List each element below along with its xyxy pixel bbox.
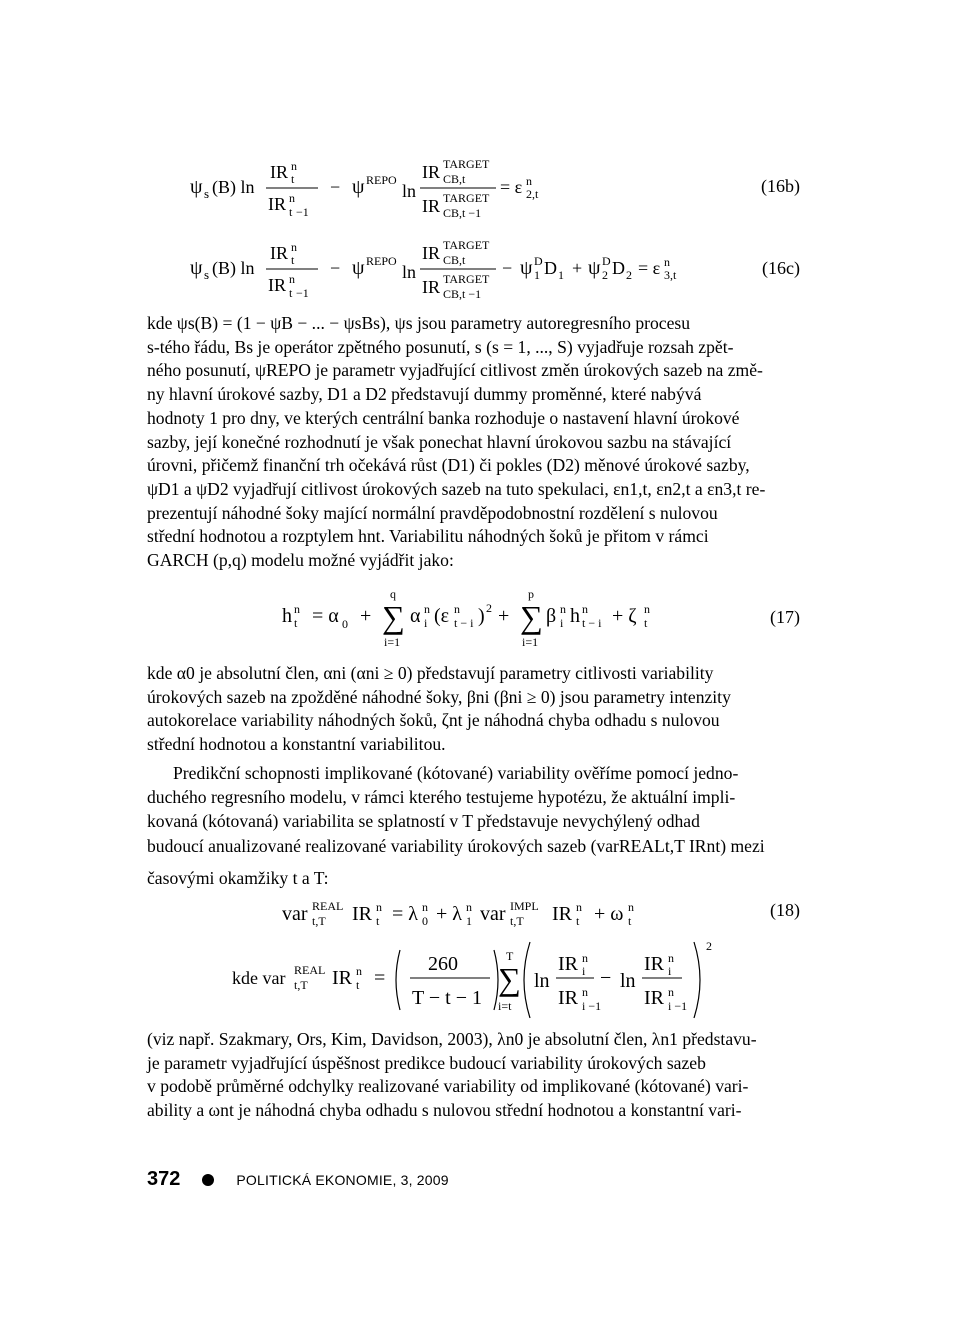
svg-text:i: i <box>560 616 564 630</box>
svg-text:n: n <box>291 159 297 173</box>
text-line: kde α0 je absolutní člen, αni (αni ≥ 0) představují parametry citlivosti variability <box>147 663 714 683</box>
svg-text:3,t: 3,t <box>664 268 677 282</box>
svg-text:var: var <box>480 903 506 925</box>
svg-text:t: t <box>376 914 380 928</box>
svg-text:n: n <box>668 985 674 999</box>
svg-text:t: t <box>628 914 632 928</box>
svg-text:REPO: REPO <box>366 173 397 187</box>
svg-text:+ ζ: + ζ <box>612 605 637 627</box>
svg-text:D: D <box>612 258 625 278</box>
svg-text:i: i <box>668 964 672 978</box>
equation-realized-variance-text <box>0 0 1 1</box>
svg-text:n: n <box>582 602 588 616</box>
svg-text:D: D <box>534 254 543 268</box>
svg-text:∑: ∑ <box>382 599 405 635</box>
svg-text:β: β <box>546 605 557 627</box>
svg-text:var: var <box>282 903 308 925</box>
svg-text:ψ: ψ <box>190 257 203 279</box>
text-line: s-tého řádu, Bs je operátor zpětného posunutí, s (s = 1, ..., S) vyjadřuje rozsah zpět- <box>147 336 734 357</box>
svg-text:= α: = α <box>312 605 339 627</box>
svg-text:= ε: = ε <box>638 258 661 278</box>
svg-text:REAL: REAL <box>312 899 344 913</box>
svg-text:D: D <box>602 254 611 268</box>
svg-text:0: 0 <box>342 617 348 631</box>
svg-text:n: n <box>628 900 634 914</box>
svg-text:CB,t −1: CB,t −1 <box>443 287 482 301</box>
svg-text:+ λ: + λ <box>436 903 462 925</box>
equation-realized-variance <box>232 932 732 1024</box>
text-line: budoucí anualizované realizované variability úrokových sazeb (varREALt,T IRnt) mezi <box>147 836 765 857</box>
svg-text:1: 1 <box>558 268 564 282</box>
svg-text:2,t: 2,t <box>526 187 539 201</box>
svg-text:ln: ln <box>402 262 417 282</box>
paragraph-3 <box>147 762 799 786</box>
svg-text:t: t <box>576 914 580 928</box>
text-line: střední hodnotou a rozptylem hnt. Variabilitu náhodných šoků je přitom v rámci <box>147 526 709 547</box>
svg-text:t: t <box>356 978 360 992</box>
svg-text:i −1: i −1 <box>582 999 602 1013</box>
svg-text:ψ: ψ <box>520 257 533 279</box>
paragraph-3-cont <box>147 786 799 891</box>
svg-text:∑: ∑ <box>498 961 521 997</box>
equation-16c-text <box>0 0 1 1</box>
svg-text:CB,t: CB,t <box>443 253 466 267</box>
svg-text:ln: ln <box>620 970 636 992</box>
svg-text:n: n <box>289 191 295 205</box>
svg-text:D: D <box>544 258 557 278</box>
svg-text:n: n <box>291 240 297 254</box>
svg-text:+: + <box>360 605 372 627</box>
svg-text:n: n <box>644 602 650 616</box>
svg-text:h: h <box>570 605 580 627</box>
svg-text:n: n <box>582 951 588 965</box>
svg-text:(B) ln: (B) ln <box>212 258 255 278</box>
svg-text:−: − <box>330 177 341 197</box>
svg-text:n: n <box>289 272 295 286</box>
svg-text:(ε: (ε <box>434 605 450 627</box>
svg-text:n: n <box>424 602 430 616</box>
equation-17-text <box>0 0 1 1</box>
text-line: Predikční schopnosti implikované (kótované) variability ověříme pomocí jedno- <box>173 763 739 783</box>
svg-text:n: n <box>664 255 670 269</box>
text-line: ny hlavní úrokové sazby, D1 a D2 představují dummy proměnné, které nabývá <box>147 384 702 405</box>
equation-16c <box>190 232 710 312</box>
svg-text:p: p <box>528 587 534 601</box>
svg-text:t,T: t,T <box>510 914 524 928</box>
svg-text:IR: IR <box>422 196 440 216</box>
svg-text:n: n <box>668 951 674 965</box>
svg-text:t: t <box>644 616 648 630</box>
text-line: v podobě průměrné odchylky realizované variability od implikované (kótované) vari- <box>147 1076 749 1097</box>
svg-text:2: 2 <box>602 268 608 282</box>
svg-text:kde var: kde var <box>232 968 286 988</box>
text-line: úrovni, přičemž finanční trh očekává růst (D1) či pokles (D2) měnové úrokové sazby, <box>147 455 750 476</box>
equation-16b-text <box>0 0 1 1</box>
svg-text:2: 2 <box>626 268 632 282</box>
svg-text:α: α <box>410 605 421 627</box>
bullet-dot-icon <box>202 1174 214 1186</box>
equation-number-16c: (16c) <box>762 258 800 278</box>
svg-text:260: 260 <box>428 953 458 975</box>
svg-text:+ ω: + ω <box>594 903 624 925</box>
svg-text:ψ: ψ <box>190 176 203 198</box>
svg-text:n: n <box>526 174 532 188</box>
text-line: duchého regresního modelu, v rámci kterého testujeme hypotézu, že aktuální impli- <box>147 787 736 807</box>
svg-text:TARGET: TARGET <box>443 238 490 252</box>
svg-text:T: T <box>506 949 514 963</box>
svg-text:ψ: ψ <box>352 176 365 198</box>
svg-text:1: 1 <box>534 268 540 282</box>
equation-18-text <box>0 0 1 1</box>
svg-text:−1: −1 <box>296 205 309 219</box>
svg-text:i: i <box>424 616 428 630</box>
svg-text:−: − <box>330 258 341 278</box>
svg-text:−: − <box>502 258 513 278</box>
svg-text:IR: IR <box>422 162 440 182</box>
svg-text:REPO: REPO <box>366 254 397 268</box>
svg-text:CB,t −1: CB,t −1 <box>443 206 482 220</box>
svg-text:TARGET: TARGET <box>443 157 490 171</box>
svg-text:IR: IR <box>270 243 288 263</box>
text-line: úrokových sazeb na zpožděné náhodné šoky, βni (βni ≥ 0) jsou parametry intenzity <box>147 686 731 707</box>
svg-text:IR: IR <box>352 903 372 925</box>
svg-text:n: n <box>576 900 582 914</box>
equation-18 <box>282 888 702 938</box>
paragraph-4 <box>147 1028 799 1123</box>
text-line: hodnoty 1 pro dny, ve kterých centrální banka rozhoduje o nastavení hlavní úrokové <box>147 407 740 428</box>
page-number: 372 <box>147 1168 181 1190</box>
equation-17 <box>282 584 722 654</box>
svg-text:IR: IR <box>644 987 664 1009</box>
equation-number-18: (18) <box>770 900 800 920</box>
svg-text:t: t <box>289 286 293 300</box>
svg-text:t: t <box>294 616 298 630</box>
svg-text:IR: IR <box>558 953 578 975</box>
svg-text:t,T: t,T <box>294 978 308 992</box>
svg-text:t: t <box>291 253 295 267</box>
svg-text:i=1: i=1 <box>522 635 539 649</box>
text-line: GARCH (p,q) modelu možné vyjádřit jako: <box>147 550 454 571</box>
svg-text:2: 2 <box>486 601 492 615</box>
text-line: kovaná (kótovaná) variabilita se splatností v T představuje nevychýlený odhad <box>147 810 700 831</box>
svg-text:TARGET: TARGET <box>443 272 490 286</box>
svg-text:2: 2 <box>706 939 712 953</box>
svg-text:−: − <box>600 967 612 989</box>
svg-text:=: = <box>374 967 386 989</box>
svg-text:n: n <box>466 900 472 914</box>
svg-text:+: + <box>572 258 583 278</box>
svg-text:IR: IR <box>644 953 664 975</box>
equation-number-17: (17) <box>770 607 800 627</box>
page-footer <box>147 1168 449 1191</box>
svg-text:n: n <box>422 900 428 914</box>
svg-text:0: 0 <box>422 914 428 928</box>
text-line: ψD1 a ψD2 vyjadřují citlivost úrokových sazeb na tuto spekulaci, εn1,t, εn2,t a εn3,t re- <box>147 478 766 499</box>
svg-text:IR: IR <box>268 275 286 295</box>
svg-text:i=1: i=1 <box>384 635 401 649</box>
text-line: (viz např. Szakmary, Ors, Kim, Davidson, 2003), λn0 je absolutní člen, λn1 představu- <box>147 1029 757 1049</box>
svg-text:∑: ∑ <box>520 599 543 635</box>
svg-text:1: 1 <box>466 914 472 928</box>
svg-text:n: n <box>356 964 362 978</box>
svg-text:= λ: = λ <box>392 903 418 925</box>
svg-text:n: n <box>294 602 300 616</box>
text-line: ability a ωnt je náhodná chyba odhadu s nulovou střední hodnotou a konstantní vari- <box>147 1100 742 1121</box>
svg-text:i: i <box>582 964 586 978</box>
svg-text:−1: −1 <box>296 286 309 300</box>
svg-text:CB,t: CB,t <box>443 172 466 186</box>
svg-text:ψ: ψ <box>588 257 601 279</box>
svg-text:n: n <box>376 900 382 914</box>
text-line: autokorelace variability náhodných šoků, ζnt je náhodná chyba odhadu s nulovou <box>147 710 720 731</box>
svg-text:IR: IR <box>422 277 440 297</box>
svg-text:n: n <box>454 602 460 616</box>
svg-text:): ) <box>478 605 485 627</box>
svg-text:ln: ln <box>534 970 550 992</box>
text-line: ného posunutí, ψREPO je parametr vyjadřující citlivost změn úrokových sazeb na změ- <box>147 360 763 381</box>
svg-text:= ε: = ε <box>500 177 523 197</box>
svg-text:ψ: ψ <box>352 257 365 279</box>
svg-text:TARGET: TARGET <box>443 191 490 205</box>
svg-text:s: s <box>204 186 210 201</box>
text-line: prezentují náhodné šoky mající normální pravděpodobnostní rozdělení s nulovou <box>147 502 718 523</box>
svg-text:+: + <box>498 605 510 627</box>
svg-text:IR: IR <box>558 987 578 1009</box>
svg-text:s: s <box>204 267 210 282</box>
svg-text:(B) ln: (B) ln <box>212 177 255 197</box>
svg-text:t − i: t − i <box>454 616 474 630</box>
paragraph-2 <box>147 662 799 757</box>
svg-text:REAL: REAL <box>294 963 326 977</box>
journal-name: POLITICKÁ EKONOMIE, 3, 2009 <box>236 1171 449 1188</box>
text-line: je parametr vyjadřující úspěšnost predikce budoucí variability úrokových sazeb <box>147 1052 706 1073</box>
svg-text:i=t: i=t <box>498 999 512 1013</box>
text-line: sazby, její konečné rozhodnutí je však ponechat hlavní úrokovou sazbu na stávající <box>147 431 732 452</box>
svg-text:T − t − 1: T − t − 1 <box>412 987 482 1009</box>
text-line: kde ψs(B) = (1 − ψB − ... − ψsBs), ψs jsou parametry autoregresního procesu <box>147 313 691 333</box>
svg-text:h: h <box>282 605 292 627</box>
equation-number-16b: (16b) <box>761 176 800 196</box>
svg-text:IR: IR <box>268 194 286 214</box>
svg-text:IR: IR <box>552 903 572 925</box>
svg-text:IR: IR <box>422 243 440 263</box>
svg-text:n: n <box>560 602 566 616</box>
svg-text:t − i: t − i <box>582 616 602 630</box>
svg-text:t,T: t,T <box>312 914 326 928</box>
text-line: časovými okamžiky t a T: <box>147 868 329 889</box>
svg-text:IR: IR <box>332 967 352 989</box>
equation-16b <box>190 150 570 230</box>
svg-text:t: t <box>289 205 293 219</box>
paragraph-1 <box>147 312 799 573</box>
svg-text:ln: ln <box>402 181 417 201</box>
text-line: střední hodnotou a konstantní variabilitou. <box>147 734 446 755</box>
svg-text:t: t <box>291 172 295 186</box>
svg-text:i −1: i −1 <box>668 999 688 1013</box>
svg-text:IR: IR <box>270 162 288 182</box>
svg-text:q: q <box>390 587 396 601</box>
svg-text:n: n <box>582 985 588 999</box>
svg-text:IMPL: IMPL <box>510 899 539 913</box>
